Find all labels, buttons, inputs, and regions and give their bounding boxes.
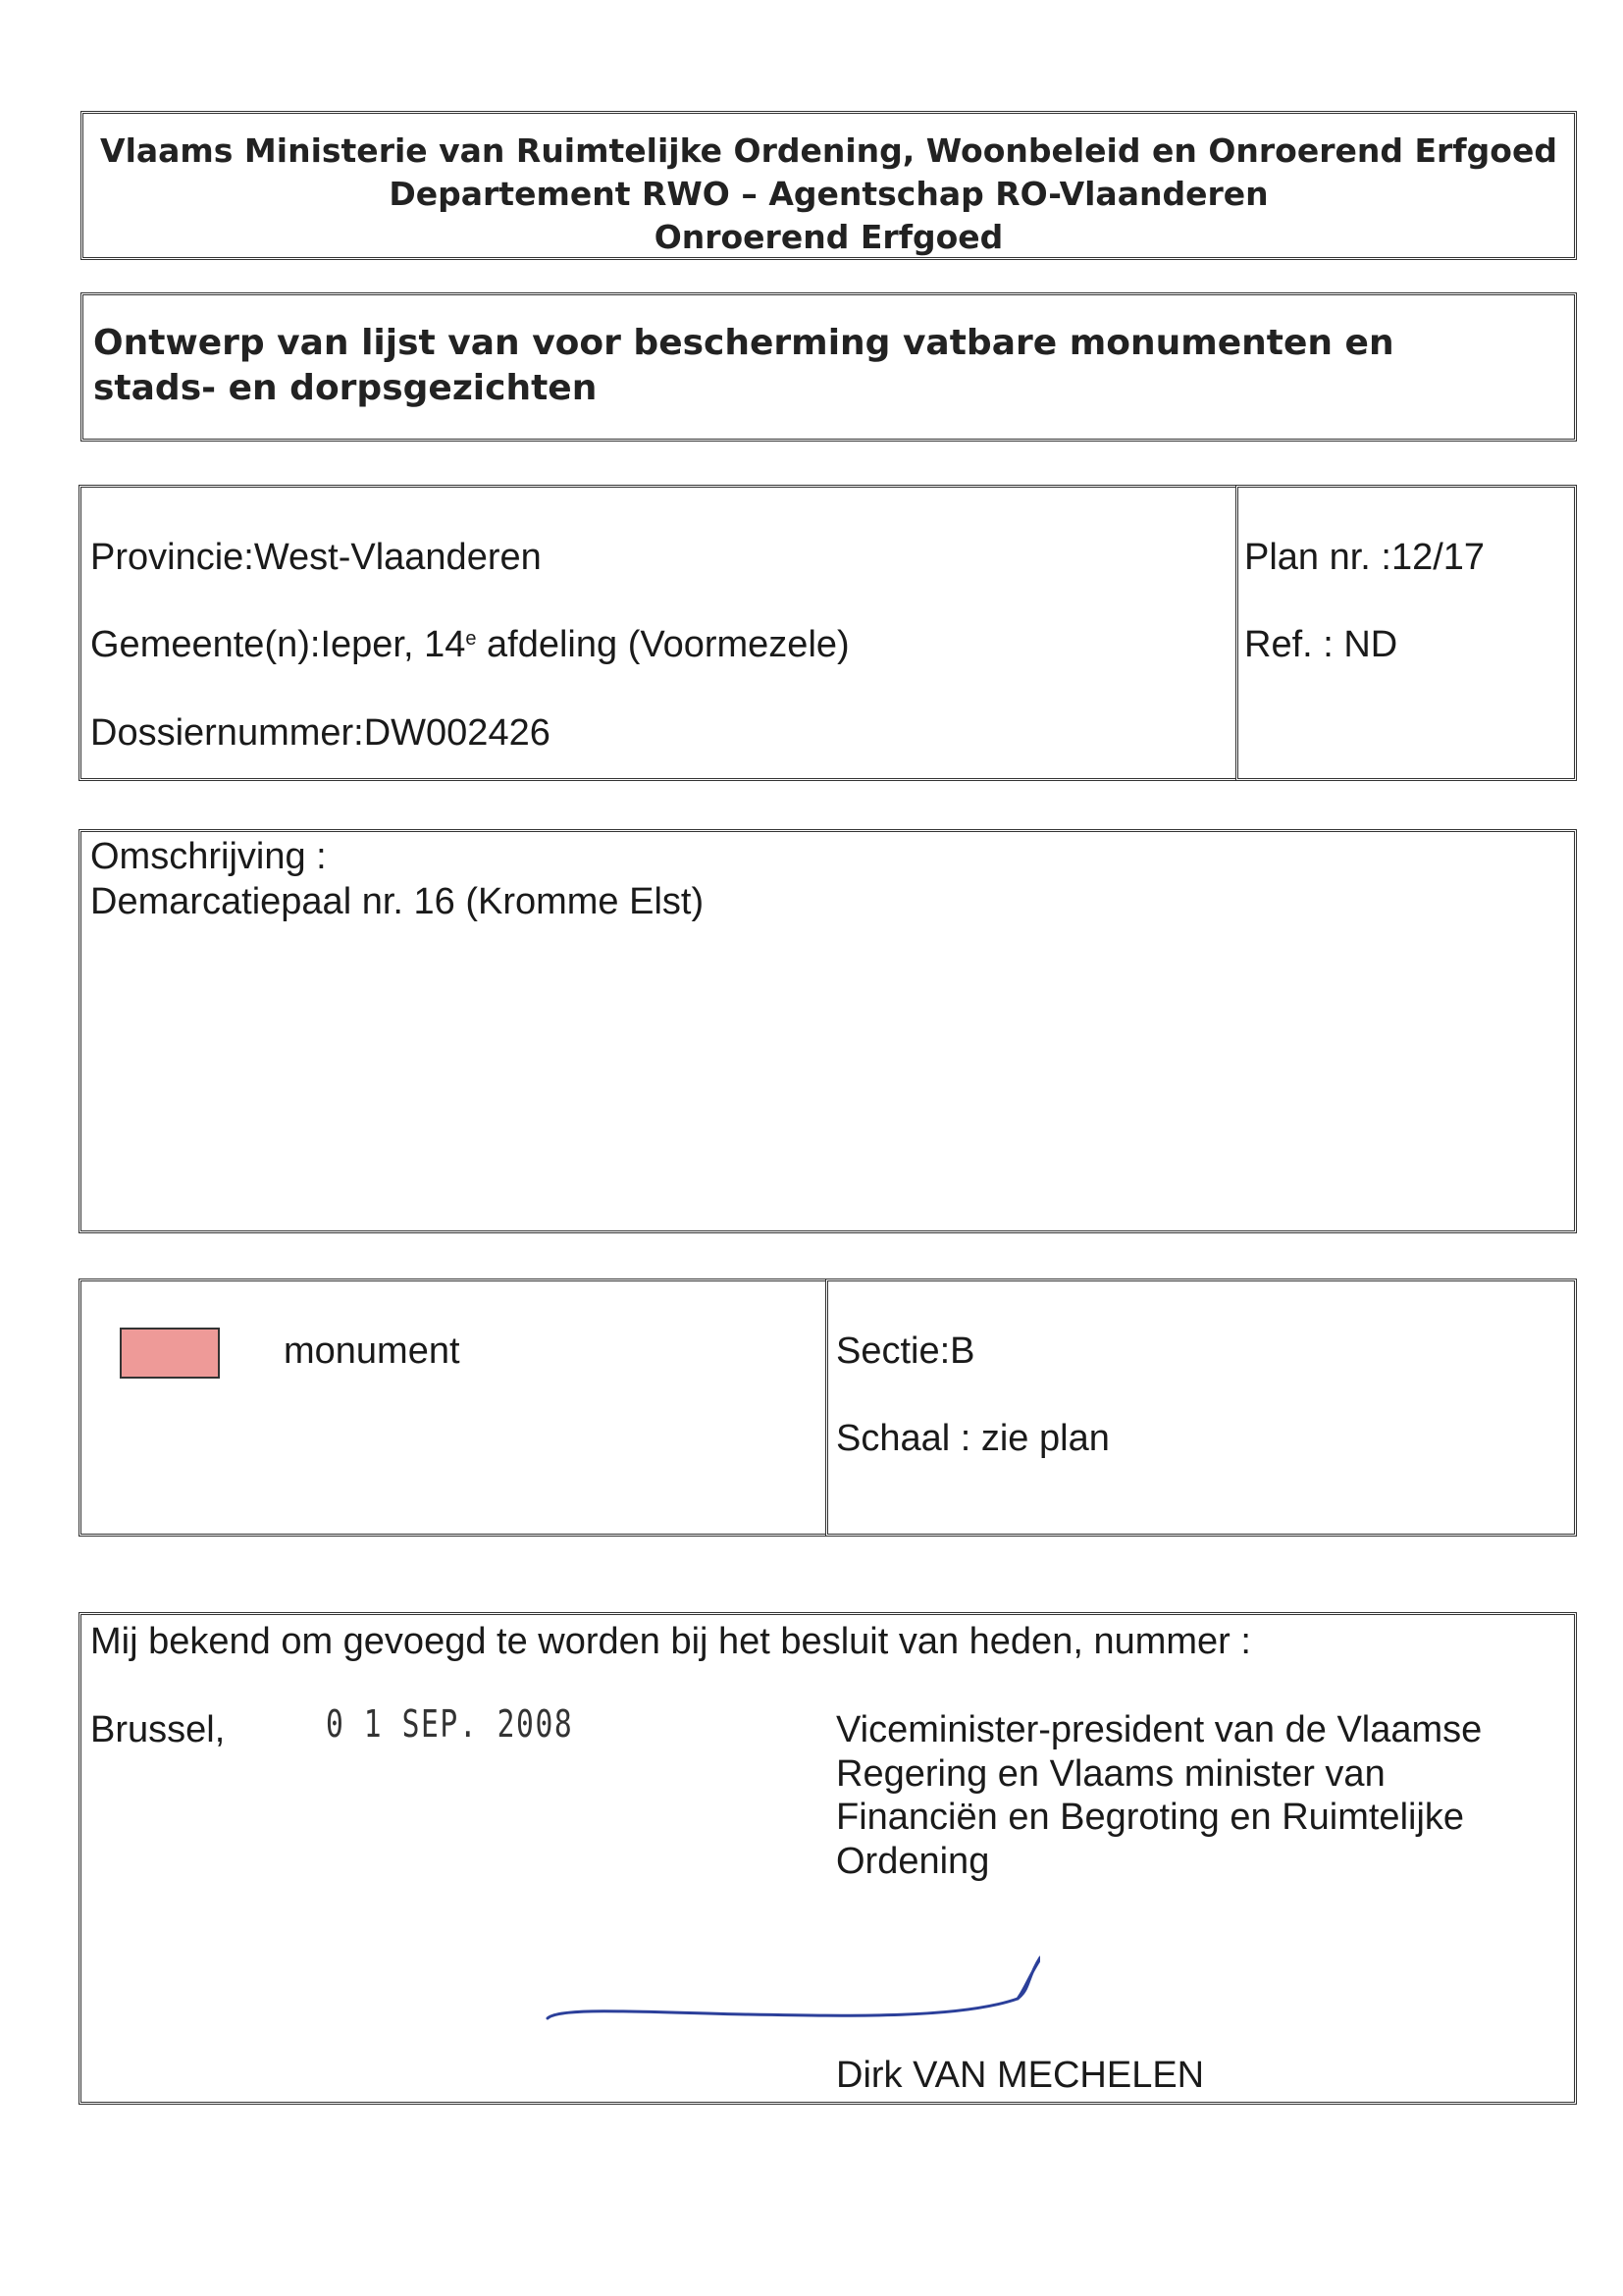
description-label: Omschrijving : (90, 836, 327, 877)
minister-title-2: Regering en Vlaams minister van (836, 1753, 1386, 1795)
description-value: Demarcatiepaal nr. 16 (Kromme Elst) (90, 881, 705, 922)
header-box (80, 111, 1577, 260)
legend-label: monument (284, 1331, 460, 1372)
gemeente-sup: e (465, 628, 477, 650)
sectie: Sectie:B (836, 1331, 975, 1372)
dossiernummer: Dossiernummer:DW002426 (90, 712, 550, 754)
document-title: Ontwerp van lijst van voor bescherming vatbare monumenten en stads- en dorpsgezichten (93, 323, 1394, 408)
monument-legend-swatch (120, 1328, 220, 1379)
header-line-1: Vlaams Ministerie van Ruimtelijke Ordening, Woonbeleid en Onroerend Erfgoed (100, 131, 1557, 170)
schaal: Schaal : zie plan (836, 1418, 1110, 1459)
document-title-box (80, 292, 1577, 442)
gemeente (90, 623, 850, 666)
date-stamp: 0 1 SEP. 2008 (326, 1702, 574, 1746)
section-box (825, 1278, 1577, 1537)
header-line-3: Onroerend Erfgoed (654, 218, 1004, 256)
header-line-2: Departement RWO – Agentschap RO-Vlaanderen (389, 175, 1269, 213)
legend-box (79, 1278, 828, 1537)
gemeente-prefix: Gemeente(n):Ieper, 14 (90, 624, 466, 665)
minister-title-4: Ordening (836, 1841, 990, 1882)
minister-title-3: Financiën en Begroting en Ruimtelijke (836, 1797, 1465, 1838)
signature-icon (530, 1938, 1040, 2056)
decree-intro: Mij bekend om gevoegd te worden bij het besluit van heden, nummer : (90, 1621, 1251, 1662)
reference: Ref. : ND (1244, 624, 1398, 665)
minister-title-1: Viceminister-president van de Vlaamse (836, 1709, 1483, 1750)
plan-number: Plan nr. :12/17 (1244, 537, 1486, 578)
decree-place: Brussel, (90, 1709, 226, 1750)
gemeente-suffix: afdeling (Voormezele) (476, 624, 850, 665)
signatory-name: Dirk VAN MECHELEN (836, 2055, 1205, 2096)
provincie: Provincie:West-Vlaanderen (90, 537, 542, 578)
